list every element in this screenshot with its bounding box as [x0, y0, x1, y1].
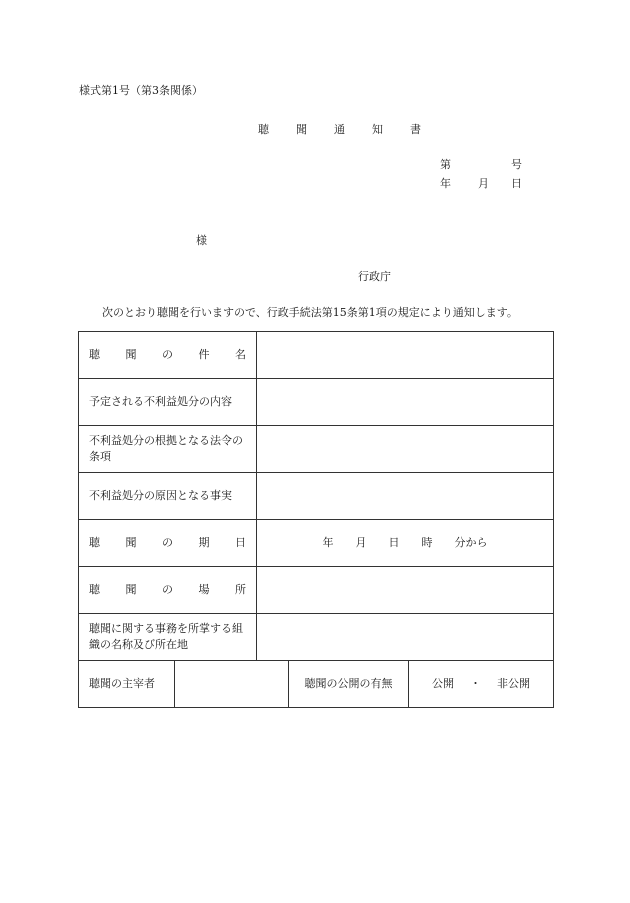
table-row: [79, 379, 554, 426]
date-month: 月: [478, 177, 489, 190]
schedule-minute: 分から: [454, 536, 488, 549]
table-row: [79, 661, 554, 708]
number-suffix: 号: [511, 158, 522, 171]
public-choice: [409, 661, 554, 708]
cause-facts-field[interactable]: [257, 473, 554, 520]
organization-field[interactable]: [257, 614, 554, 661]
table-row: [79, 567, 554, 614]
table-row: [79, 426, 554, 473]
option-separator: ・: [470, 677, 481, 690]
date-day: 日: [511, 177, 522, 190]
number-prefix: 第: [440, 158, 451, 171]
hearing-date-field[interactable]: [257, 520, 554, 567]
hearing-subject-field[interactable]: [257, 332, 554, 379]
schedule-day: 日: [388, 536, 400, 549]
label-char: 件: [198, 348, 210, 361]
public-option[interactable]: 公開: [432, 677, 454, 690]
legal-basis-field[interactable]: [257, 426, 554, 473]
presider-label: 聴聞の主宰者: [79, 661, 175, 708]
row-label: 予定される不利益処分の内容: [79, 379, 257, 426]
date-year: 年: [440, 177, 451, 190]
label-char: の: [162, 536, 173, 549]
row-label: [79, 332, 257, 379]
schedule-year: 年: [322, 536, 334, 549]
addressee-honorific: 様: [196, 234, 207, 247]
label-char: 期: [198, 536, 210, 549]
label-char: 所: [235, 583, 246, 596]
label-char: 聴: [89, 583, 100, 596]
public-label: 聴聞の公開の有無: [289, 661, 409, 708]
hearing-place-field[interactable]: [257, 567, 554, 614]
schedule-month: 月: [355, 536, 367, 549]
document-title: 聴 聞 通 知 書: [258, 123, 429, 136]
hearing-details-table: [78, 331, 554, 708]
row-label: [79, 567, 257, 614]
label-char: 聴: [89, 536, 100, 549]
private-option[interactable]: 非公開: [497, 677, 530, 690]
label-char: 聞: [125, 583, 137, 596]
row-label: 聴聞に関する事務を所掌する組織の名称及び所在地: [79, 614, 257, 661]
table-row: [79, 614, 554, 661]
table-row: [79, 473, 554, 520]
issuing-agency: 行政庁: [358, 270, 391, 283]
intro-text: 次のとおり聴聞を行いますので、行政手続法第15条第1項の規定により通知します。: [102, 306, 518, 319]
label-char: 名: [235, 348, 246, 361]
presider-field[interactable]: [175, 661, 289, 708]
label-char: 場: [198, 583, 210, 596]
table-row: [79, 332, 554, 379]
row-label: 不利益処分の原因となる事実: [79, 473, 257, 520]
row-label: 不利益処分の根拠となる法令の条項: [79, 426, 257, 473]
disposition-content-field[interactable]: [257, 379, 554, 426]
label-char: の: [162, 583, 173, 596]
schedule-hour: 時: [421, 536, 433, 549]
table-row: [79, 520, 554, 567]
label-char: の: [162, 348, 173, 361]
row-label: [79, 520, 257, 567]
label-char: 聞: [125, 536, 137, 549]
form-number-label: 様式第1号（第3条関係）: [79, 84, 203, 97]
label-char: 聞: [125, 348, 137, 361]
label-char: 日: [235, 536, 246, 549]
label-char: 聴: [89, 348, 100, 361]
